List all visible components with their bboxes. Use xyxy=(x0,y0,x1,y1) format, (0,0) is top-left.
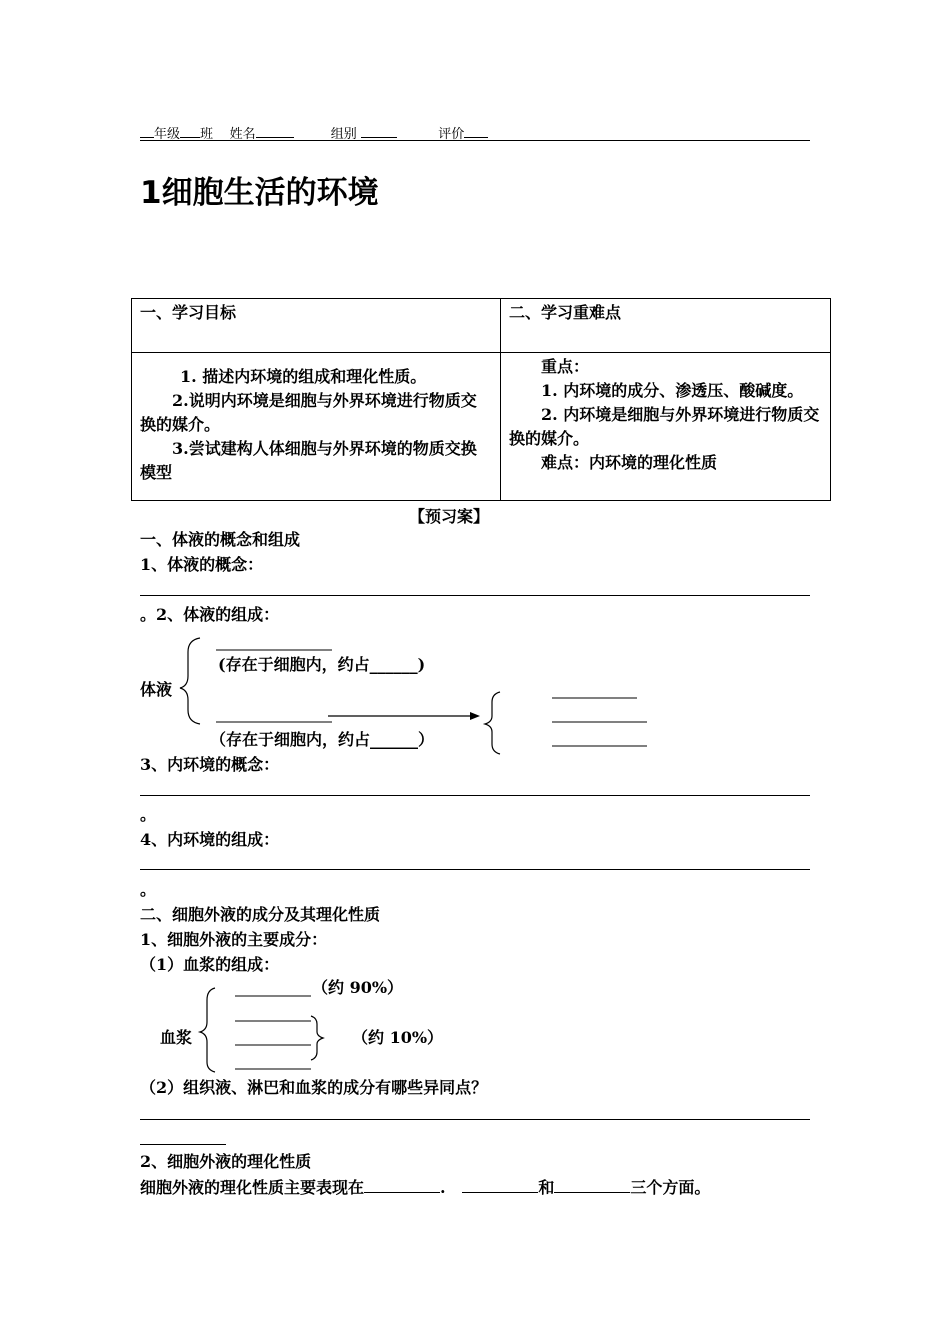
sentence-part-a: 细胞外液的理化性质主要表现在 xyxy=(140,1178,365,1197)
body-fluid-composition-label: 。2、体液的组成： xyxy=(140,605,280,624)
answer-line[interactable] xyxy=(140,595,810,596)
body-fluid-label: 体液 xyxy=(140,680,173,699)
difficulty-text: 难点：内环境的理化性质 xyxy=(541,453,718,472)
and-word: 和 xyxy=(538,1178,555,1197)
class-blank[interactable] xyxy=(180,124,200,138)
body-fluid-concept-label: 1、体液的概念： xyxy=(140,555,264,574)
sentence-part-b: 三个方面。 xyxy=(630,1178,711,1197)
difficulty-cell xyxy=(501,353,831,501)
property-blank-3[interactable] xyxy=(554,1179,630,1193)
comparison-question: （2）组织液、淋巴和血浆的成分有哪些异同点？ xyxy=(140,1078,488,1097)
key-point: 1. 内环境的成分、渗透压、酸碱度。 xyxy=(541,381,804,400)
plasma-right-brace xyxy=(311,1016,323,1060)
class-label: 班 xyxy=(200,127,214,142)
separator-dot: . xyxy=(440,1178,446,1197)
section-1-heading: 一、体液的概念和组成 xyxy=(140,530,301,549)
grade-blank[interactable] xyxy=(140,124,154,138)
right-brace xyxy=(485,692,500,754)
goals-cell xyxy=(132,353,501,501)
eval-blank[interactable] xyxy=(464,124,488,138)
plasma-label: 血浆 xyxy=(160,1028,193,1047)
internal-env-composition-label: 4、内环境的组成： xyxy=(140,830,280,849)
answer-line[interactable] xyxy=(140,795,810,796)
internal-env-concept-label: 3、内环境的概念： xyxy=(140,755,280,774)
goal-item: 1. 描述内环境的组成和理化性质。 xyxy=(180,367,427,386)
preview-heading: 【预习案】 xyxy=(409,507,490,526)
period-mark: 。 xyxy=(140,880,157,899)
eval-label: 评价 xyxy=(438,127,465,142)
arrow-head xyxy=(470,712,480,720)
group-blank[interactable] xyxy=(361,124,397,138)
name-label: 姓名 xyxy=(229,127,256,142)
goal-item: 2.说明内环境是细胞与外界环境进行物质交换的媒介。 xyxy=(140,391,477,434)
ecf-components-label: 1、细胞外液的主要成分： xyxy=(140,930,328,949)
property-blank-2[interactable] xyxy=(462,1179,538,1193)
header-rule xyxy=(140,140,810,141)
key-label: 重点： xyxy=(541,357,590,376)
intracellular-note: (存在于细胞内，约占______) xyxy=(218,655,426,674)
page-title: 1细胞生活的环境 xyxy=(140,175,379,211)
grade-label: 年级 xyxy=(154,127,181,142)
answer-line[interactable] xyxy=(140,869,810,870)
section-2-heading: 二、细胞外液的成分及其理化性质 xyxy=(140,905,381,924)
plasma-composition-label: （1）血浆的组成： xyxy=(140,955,280,974)
pct-90-note: （约 90%） xyxy=(312,978,404,997)
left-brace xyxy=(180,638,200,724)
period-mark: 。 xyxy=(140,805,157,824)
goals-table xyxy=(131,298,831,501)
plasma-left-brace xyxy=(200,988,215,1072)
physicochemical-sentence xyxy=(140,1178,710,1198)
goals-header: 一、学习目标 xyxy=(132,299,501,353)
pct-10-note: （约 10%） xyxy=(352,1028,444,1047)
key-point: 2. 内环境是细胞与外界环境进行物质交换的媒介。 xyxy=(509,405,820,448)
goal-item: 3.尝试建构人体细胞与外界环境的物质交换模型 xyxy=(140,439,477,482)
extracellular-note: （存在于细胞内，约占______） xyxy=(210,730,435,749)
name-blank[interactable] xyxy=(256,124,294,138)
property-blank-1[interactable] xyxy=(364,1179,440,1193)
group-label: 组别 xyxy=(330,127,357,142)
answer-line[interactable] xyxy=(140,1119,810,1120)
physicochemical-heading: 2、细胞外液的理化性质 xyxy=(140,1152,312,1171)
difficulty-header: 二、学习重难点 xyxy=(501,299,831,353)
answer-line-short[interactable] xyxy=(140,1144,226,1145)
